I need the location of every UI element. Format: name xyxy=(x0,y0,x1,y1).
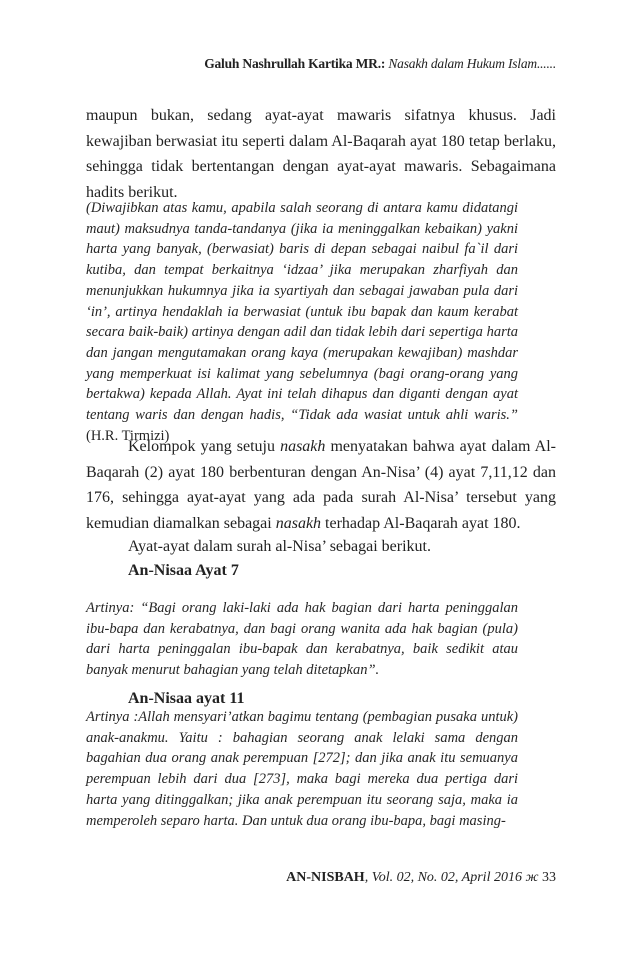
header-article-title: Nasakh dalam Hukum Islam...... xyxy=(388,56,556,71)
footer-page-number: 33 xyxy=(542,870,556,885)
para2-term-nasakh-2: nasakh xyxy=(275,514,322,532)
body-paragraph-1: maupun bukan, sedang ayat-ayat mawaris sifatnya khusus. Jadi kewajiban berwasiat itu seperti dalam Al-Baqarah ayat 180 tetap berlaku, sehingga tidak bertentangan dengan ayat-ayat mawaris. Sebagaimana hadits berikut. xyxy=(86,107,556,201)
page-footer xyxy=(86,870,556,886)
footer-journal-name: AN-NISBAH xyxy=(286,870,365,885)
quote-hadith-text: (Diwajibkan atas kamu, apabila salah seorang di antara kamu didatangi maut) maksudnya tanda-tandanya (jika ia meninggalkan kebaikan) yakni harta yang banyak, (berwasiat) baris di depan sebagai naibul fa`il dari kutiba, dan tempat berkaitnya ‘idzaa’ jika merupakan zharfiyah dan menunjukkan hukumnya jika ia syartiyah dan sebagai jawaban pula dari ‘in’, artinya hendaklah ia berwasiat (untuk ibu bapak dan kaum kerabat secara baik-baik) artinya dengan adil dan tidak lebih dari sepertiga harta dan jangan mengutamakan orang kaya (merupakan kewajiban) mashdar yang memperkuat isi kalimat yang sebelumnya (bagi orang-orang yang bertakwa) kepada Allah. Ayat ini telah dihapus dan diganti dengan ayat tentang waris dan dengan hadis, “Tidak ada wasiat untuk ahli waris.” xyxy=(86,200,518,424)
body-paragraph-2 xyxy=(86,434,556,536)
quote-an-nisaa-11: Artinya :Allah mensyari’atkan bagimu tentang (pembagian pusaka untuk) anak-anakmu. Yaitu : bahagian seorang anak lelaki sama dengan bagahian dua orang anak perempuan [272]; dan jika anak itu semuanya perempuan lebih dari dua [273], maka bagi mereka dua pertiga dari harta yang ditinggalkan; jika anak perempuan itu seorang saja, maka ia memperoleh separo harta. Dan untuk dua orang ibu-bapa, bagi masing- xyxy=(86,709,518,829)
para2-part2: menyatakan bahwa ayat dalam Al-Baqarah (2) ayat 180 berbenturan dengan An-Nisa’ (4) ayat 7,11,12 dan 176, sehingga ayat-ayat yang ada pada surah Al-Nisa’ tersebut yang kemudian diamalkan sebagai xyxy=(86,438,556,532)
footer-separator: ж xyxy=(521,870,542,885)
para2-part1: Kelompok yang setuju xyxy=(128,438,281,455)
heading-an-nisaa-ayat-7: An-Nisaa Ayat 7 xyxy=(128,562,239,579)
quote-hadith-reference: (H.R. Tirmizi) xyxy=(86,427,170,444)
heading-an-nisaa-ayat-11: An-Nisaa ayat 11 xyxy=(128,690,245,707)
running-header xyxy=(86,56,556,72)
para2-term-nasakh-1: nasakh xyxy=(280,438,326,455)
footer-volume: , Vol. 02, No. 02, April 2016 xyxy=(364,870,522,885)
quote-hadith xyxy=(86,198,518,446)
header-author: Galuh Nashrullah Kartika MR.: xyxy=(204,56,386,71)
quote-an-nisaa-7: Artinya: “Bagi orang laki-laki ada hak bagian dari harta peninggalan ibu-bapa dan kerabatnya, dan bagi orang wanita ada hak bagian (pula) dari harta peninggalan ibu-bapak dan kerabatnya, baik sedikit atau banyak menurut bahagian yang telah ditetapkan”. xyxy=(86,600,518,679)
body-paragraph-3: Ayat-ayat dalam surah al-Nisa’ sebagai berikut. xyxy=(128,538,431,555)
para2-part3: terhadap Al-Baqarah ayat 180. xyxy=(321,514,521,532)
